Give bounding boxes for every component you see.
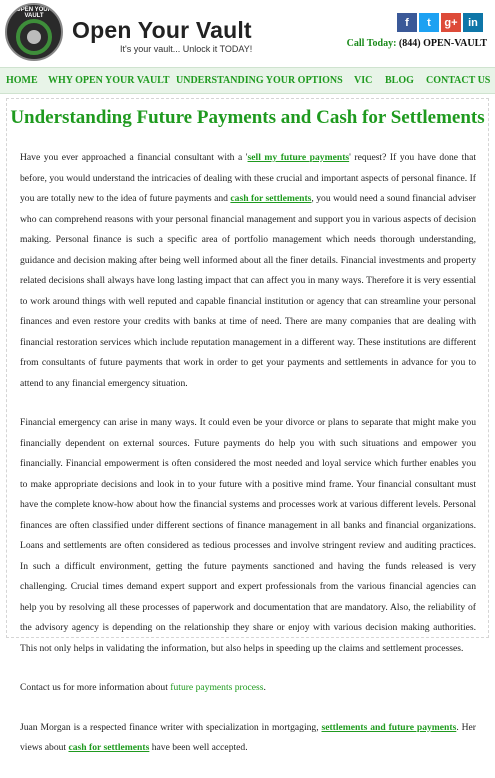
nav-blog[interactable]: BLOG [385, 75, 414, 86]
social-links [397, 13, 483, 32]
vault-dial [27, 30, 41, 44]
paragraph-1 [20, 148, 476, 394]
nav-vic[interactable]: VIC [354, 75, 373, 86]
linkedin-icon[interactable]: in [463, 13, 483, 32]
nav-understanding-your-options[interactable]: UNDERSTANDING YOUR OPTIONS [176, 75, 343, 86]
facebook-icon[interactable]: f [397, 13, 417, 32]
nav-why-open-your-vault[interactable]: WHY OPEN YOUR VAULT [48, 75, 170, 86]
call-today [347, 38, 487, 49]
nav-contact-us[interactable]: CONTACT US [426, 75, 491, 86]
cash-for-settlements-link-2[interactable]: cash for settlements [68, 742, 150, 753]
logo-tagline: It's your vault... Unlock it TODAY! [120, 44, 253, 54]
page-title: Understanding Future Payments and Cash for Settlements [10, 107, 485, 128]
p4-text-3: have been well accepted. [149, 742, 248, 753]
p1-text-1: Have you ever approached a financial consultant with a ' [20, 152, 248, 163]
call-label: Call Today: [346, 38, 397, 49]
p3-text-1: Contact us for more information about [20, 682, 171, 693]
p4-text-1: Juan Morgan is a respected finance writer with specialization in mortgaging, [20, 721, 322, 733]
phone-number[interactable]: (844) OPEN-VAULT [398, 38, 487, 49]
p4-text-2: . Her views about [20, 721, 476, 753]
paragraph-3 [20, 678, 476, 699]
paragraph-2: Financial emergency can arise in many ways. It could even be your divorce or plans to separate that might make you financially dependent on external sources. Future payments do help you with such situations and empower you financially. Financial empowerment is often considered the most needed and loyal service which further enables you to make appropriate decisions and look in to your future with a positive mind frame. Your financial consultant must have the complete know-how about how the financial systems and processes work at various different levels. Personal finances are often classified under different sections of finance management in all banks and financial organizations. Loans and settlements are often considered as tedious processes and involve stringent review and auditing practices. In such a difficult environment, getting the future payments sanctioned and having the funds released is very challenging. Crucial times demand expert support and expert professionals from the various financial agencies can help you by resolving all these processes of paperwork and documentation that are mandatory. Also, the reliability of the advisory agency is depending on the relationship they share or enjoy with various decision making authorities. This not only helps in validating the information, but also helps in speeding up the claims and settlement processes. [20, 417, 476, 654]
logo-badge-text: OPEN YOUR VAULT [16, 7, 52, 19]
settlements-and-future-payments-link[interactable]: settlements and future payments [321, 721, 457, 733]
logo-title[interactable]: Open Your Vault [72, 17, 252, 43]
p1-text-3: , you would need a sound financial adviser who can comprehend reasons with your personal financial management and support you in various aspects of decision making. Personal finance is such a specific area of portfolio management which needs thorough understanding, guidance and decision making after being well informed about all the finer details. Financial investments and property related decisions shall always have long lasting impact that can affect you in many ways. Therefore it is very essential to work around things with well reputed and capable financial institution or agency that can streamline your personal finances and even restore your credits with banks at time of need. There are many companies that are dealing with financial restoration services which include reputation management in a different way. These institutions are different from consultants of future payments that work in order to get your payments and settlements in advance for you to attend to any financial emergency situation. [20, 193, 476, 389]
future-payments-process-link[interactable]: future payments process [170, 682, 264, 693]
sell-my-future-payments-link[interactable]: sell my future payments [247, 152, 350, 163]
paragraph-4 [20, 718, 476, 759]
cash-for-settlements-link[interactable]: cash for settlements [230, 193, 312, 204]
twitter-icon[interactable]: t [419, 13, 439, 32]
nav-home[interactable]: HOME [6, 75, 38, 86]
google-plus-icon[interactable]: g+ [441, 13, 461, 32]
main-nav [0, 67, 495, 94]
vault-logo-icon[interactable] [5, 3, 63, 61]
p3-text-2: . [263, 682, 266, 693]
article-body [20, 148, 476, 778]
p1-text-2: ' request? If you have done that before, you would understand the intricacies of dealing with these crucial and important aspects of personal finance. If you are totally new to the idea of future payments and [20, 152, 476, 204]
site-header [0, 0, 495, 66]
